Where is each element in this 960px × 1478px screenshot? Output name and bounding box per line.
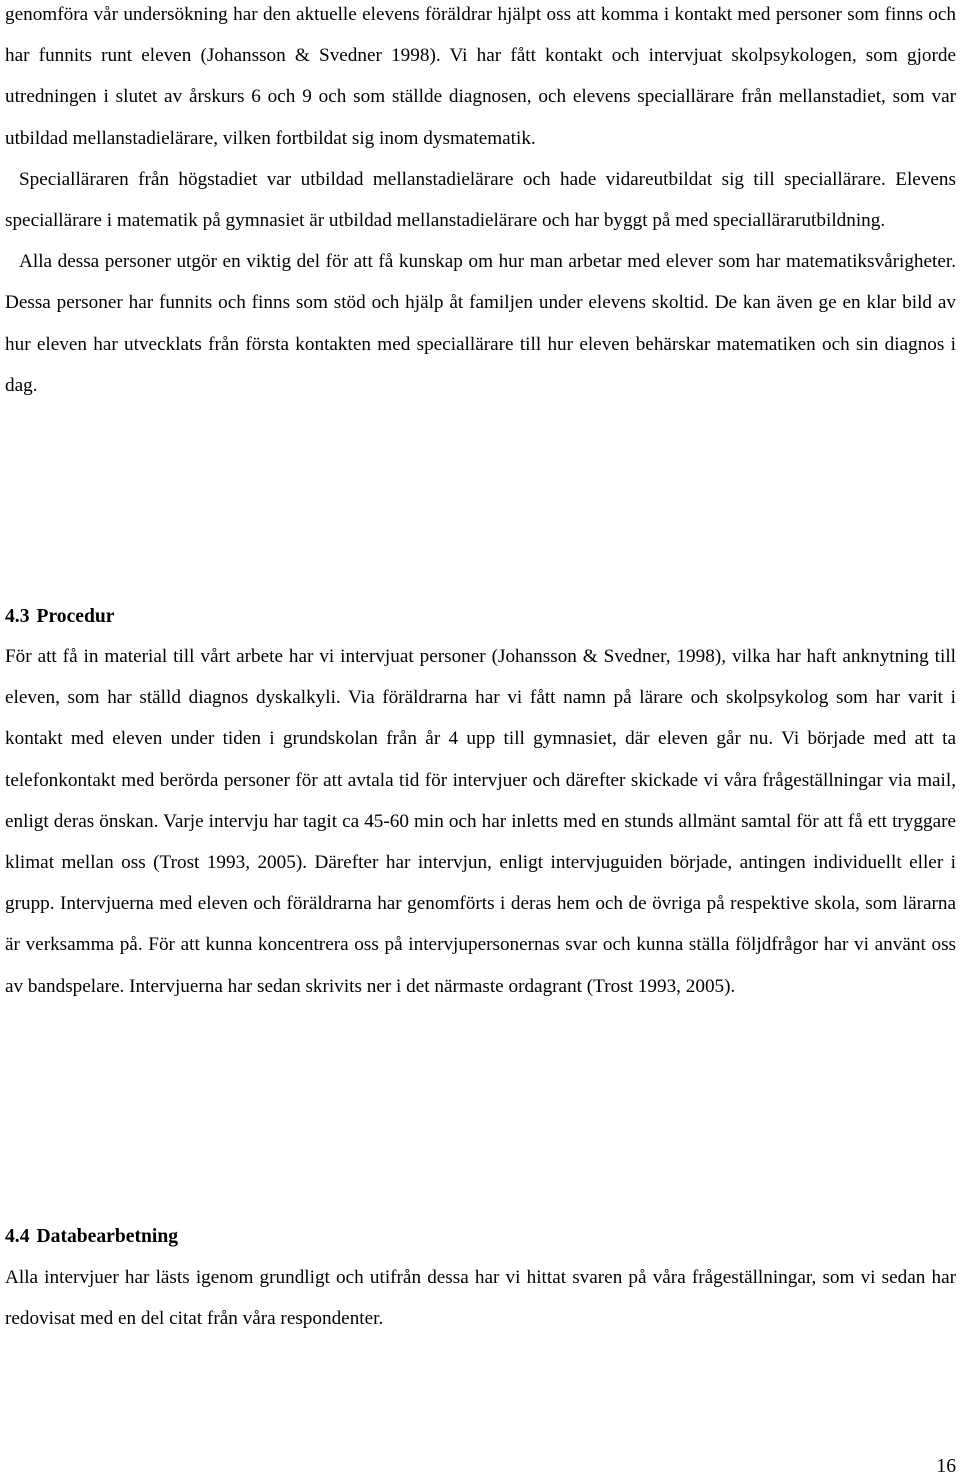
section-heading-databearbetning [5,1224,178,1250]
paragraph-alla-dessa: Alla dessa personer utgör en viktig del för att få kunskap om hur man arbetar med elever som har matematiksvårigheter. Dessa personer har funnits och finns som stöd och hjälp åt familjen under elevens skoltid. De kan även ge en klar bild av hur eleven har utvecklats från första kontakten med speciallärare till hur eleven behärskar matematiken och sin diagnos i dag. [5,251,956,396]
databearbetning-text-block [5,1257,956,1339]
section-heading-procedur [5,604,115,630]
section-title: Databearbetning [36,1226,179,1247]
page-number: 16 [936,1456,956,1477]
paragraph-intro-continued: genomföra vår undersökning har den aktuelle elevens föräldrar hjälpt oss att komma i kontakt med personer som finns och har funnits runt eleven (Johansson & Svedner 1998). Vi har fått kontakt och intervjuat skolpsykologen, som gjorde utredningen i slutet av årskurs 6 och 9 och som ställde diagnosen, och elevens speciallärare från mellanstadiet, som var utbildad mellanstadielärare, vilken fortbildat sig inom dysmatematik. [5,4,956,149]
paragraph-procedur: För att få in material till vårt arbete har vi intervjuat personer (Johansson & Svedner, 1998), vilka har haft anknytning till eleven, som har ställd diagnos dyskalkyli. Via föräldrarna har vi fått namn på lärare och skolpsykolog som har varit i kontakt med eleven under tiden i grundskolan från år 4 upp till gymnasiet, där eleven går nu. Vi började med att ta telefonkontakt med berörda personer för att avtala tid för intervjuer och därefter skickade vi våra frågeställningar via mail, enligt deras önskan. Varje intervju har tagit ca 45-60 min och har inletts med en stunds allmänt samtal för att få ett tryggare klimat mellan oss (Trost 1993, 2005). Därefter har intervjun, enligt intervjuguiden började, antingen individuellt eller i grupp. Intervjuerna med eleven och föräldrarna har genomförts i deras hem och de övriga på respektive skola, som lärarna är verksamma på. För att kunna koncentrera oss på intervjupersonernas svar och kunna ställa följdfrågor har vi använt oss av bandspelare. Intervjuerna har sedan skrivits ner i det närmaste ordagrant (Trost 1993, 2005). [5,646,956,997]
intro-text-block [5,0,956,406]
section-number: 4.4 [5,1226,30,1247]
paragraph-databearbetning: Alla intervjuer har lästs igenom grundligt och utifrån dessa har vi hittat svaren på våra frågeställningar, som vi sedan har redovisat med en del citat från våra respondenter. [5,1267,956,1330]
section-number: 4.3 [5,606,30,627]
section-title: Procedur [36,606,115,627]
procedur-text-block [5,636,956,1007]
paragraph-speciallarare: Specialläraren från högstadiet var utbildad mellanstadielärare och hade vidareutbildat sig till speciallärare. Elevens speciallärare i matematik på gymnasiet är utbildad mellanstadielärare och har byggt på med speciallärarutbildning. [5,168,956,232]
